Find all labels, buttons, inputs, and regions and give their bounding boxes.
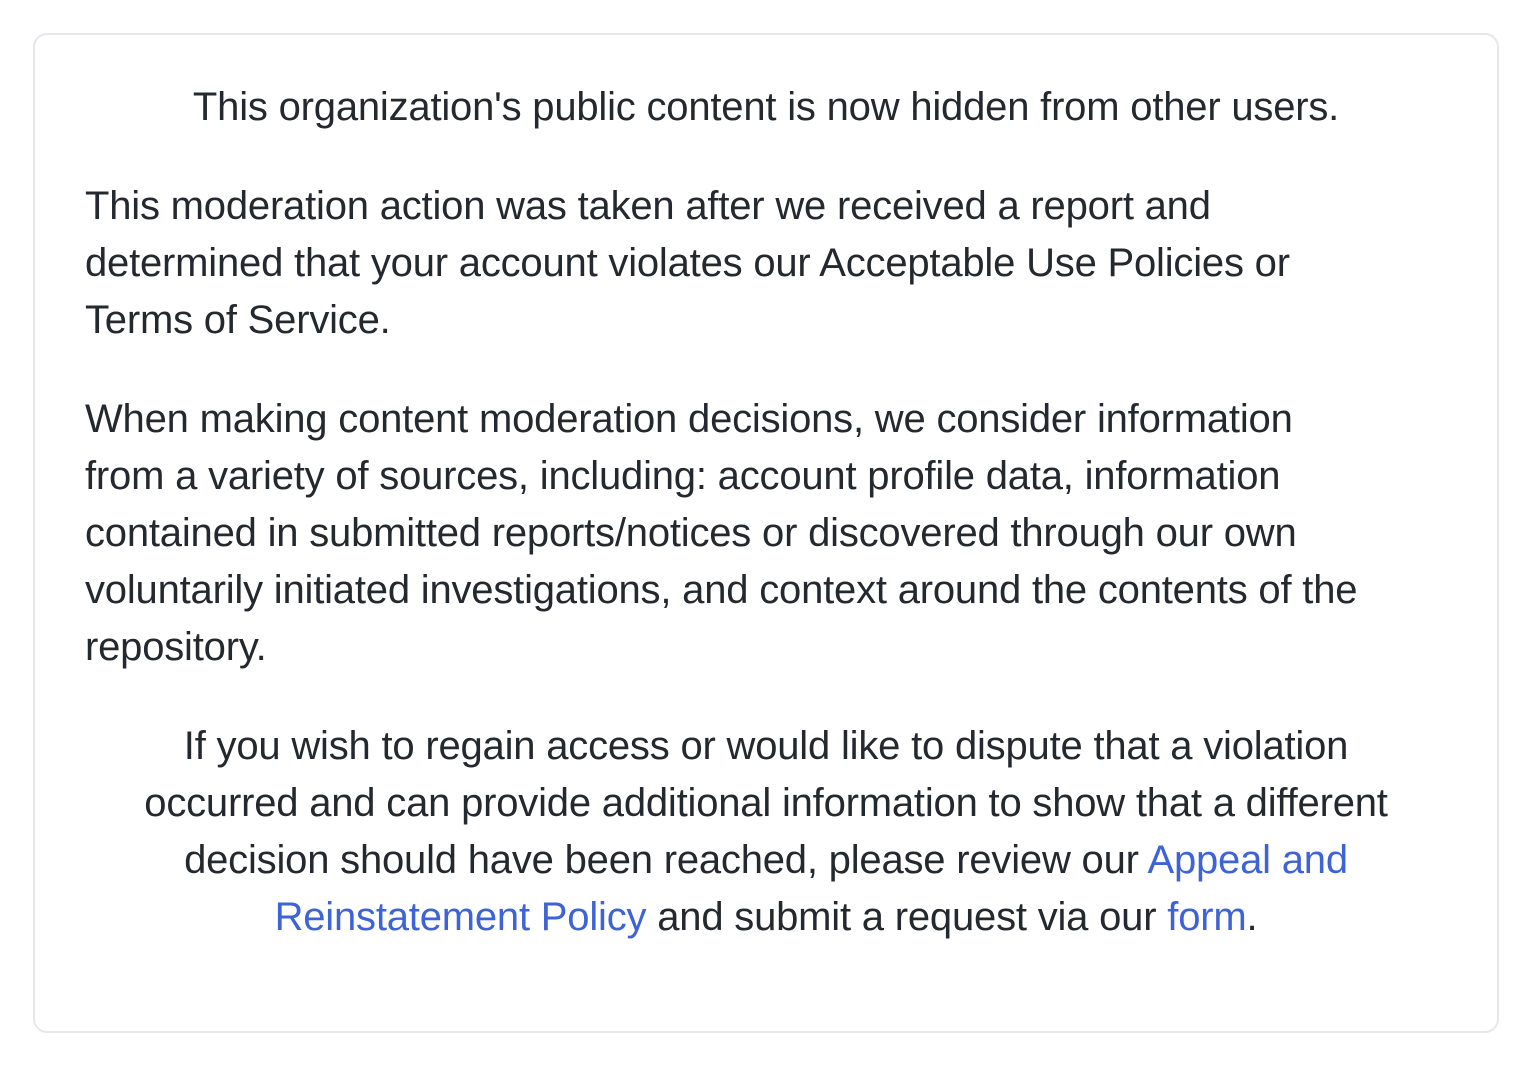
moderation-line-1: This moderation action was taken after we received a report and [85,184,1211,228]
intro-text: This organization's public content is now hidden from other users. [192,85,1340,129]
appeal-line-1: If you wish to regain access or would like to dispute that a violation [183,724,1349,768]
paragraph-sources [85,391,1447,676]
appeal-line-2: occurred and can provide additional information to show that a different [144,781,1388,825]
appeal-policy-link-part-1[interactable]: Appeal and [1147,838,1348,882]
appeal-line-4-period: . [1246,895,1258,939]
sources-line-3: contained in submitted reports/notices or discovered through our own [85,511,1297,555]
moderation-notice-card [33,33,1499,1033]
sources-line-2: from a variety of sources, including: account profile data, information [85,454,1281,498]
paragraph-moderation [85,178,1447,349]
appeal-line-4-text: and submit a request via our [646,895,1168,939]
form-link[interactable]: form [1167,895,1247,939]
appeal-policy-link-part-2[interactable]: Reinstatement Policy [274,895,647,939]
sources-line-5: repository. [85,625,267,669]
moderation-line-3: Terms of Service. [85,298,391,342]
sources-line-1: When making content moderation decisions, we consider information [85,397,1293,441]
appeal-line-4 [85,889,1447,946]
appeal-line-3 [85,832,1447,889]
sources-line-4: voluntarily initiated investigations, and context around the contents of the [85,568,1358,612]
appeal-line-3-text: decision should have been reached, please review our [184,838,1148,882]
paragraph-appeal [85,718,1447,946]
moderation-line-2: determined that your account violates our Acceptable Use Policies or [85,241,1290,285]
